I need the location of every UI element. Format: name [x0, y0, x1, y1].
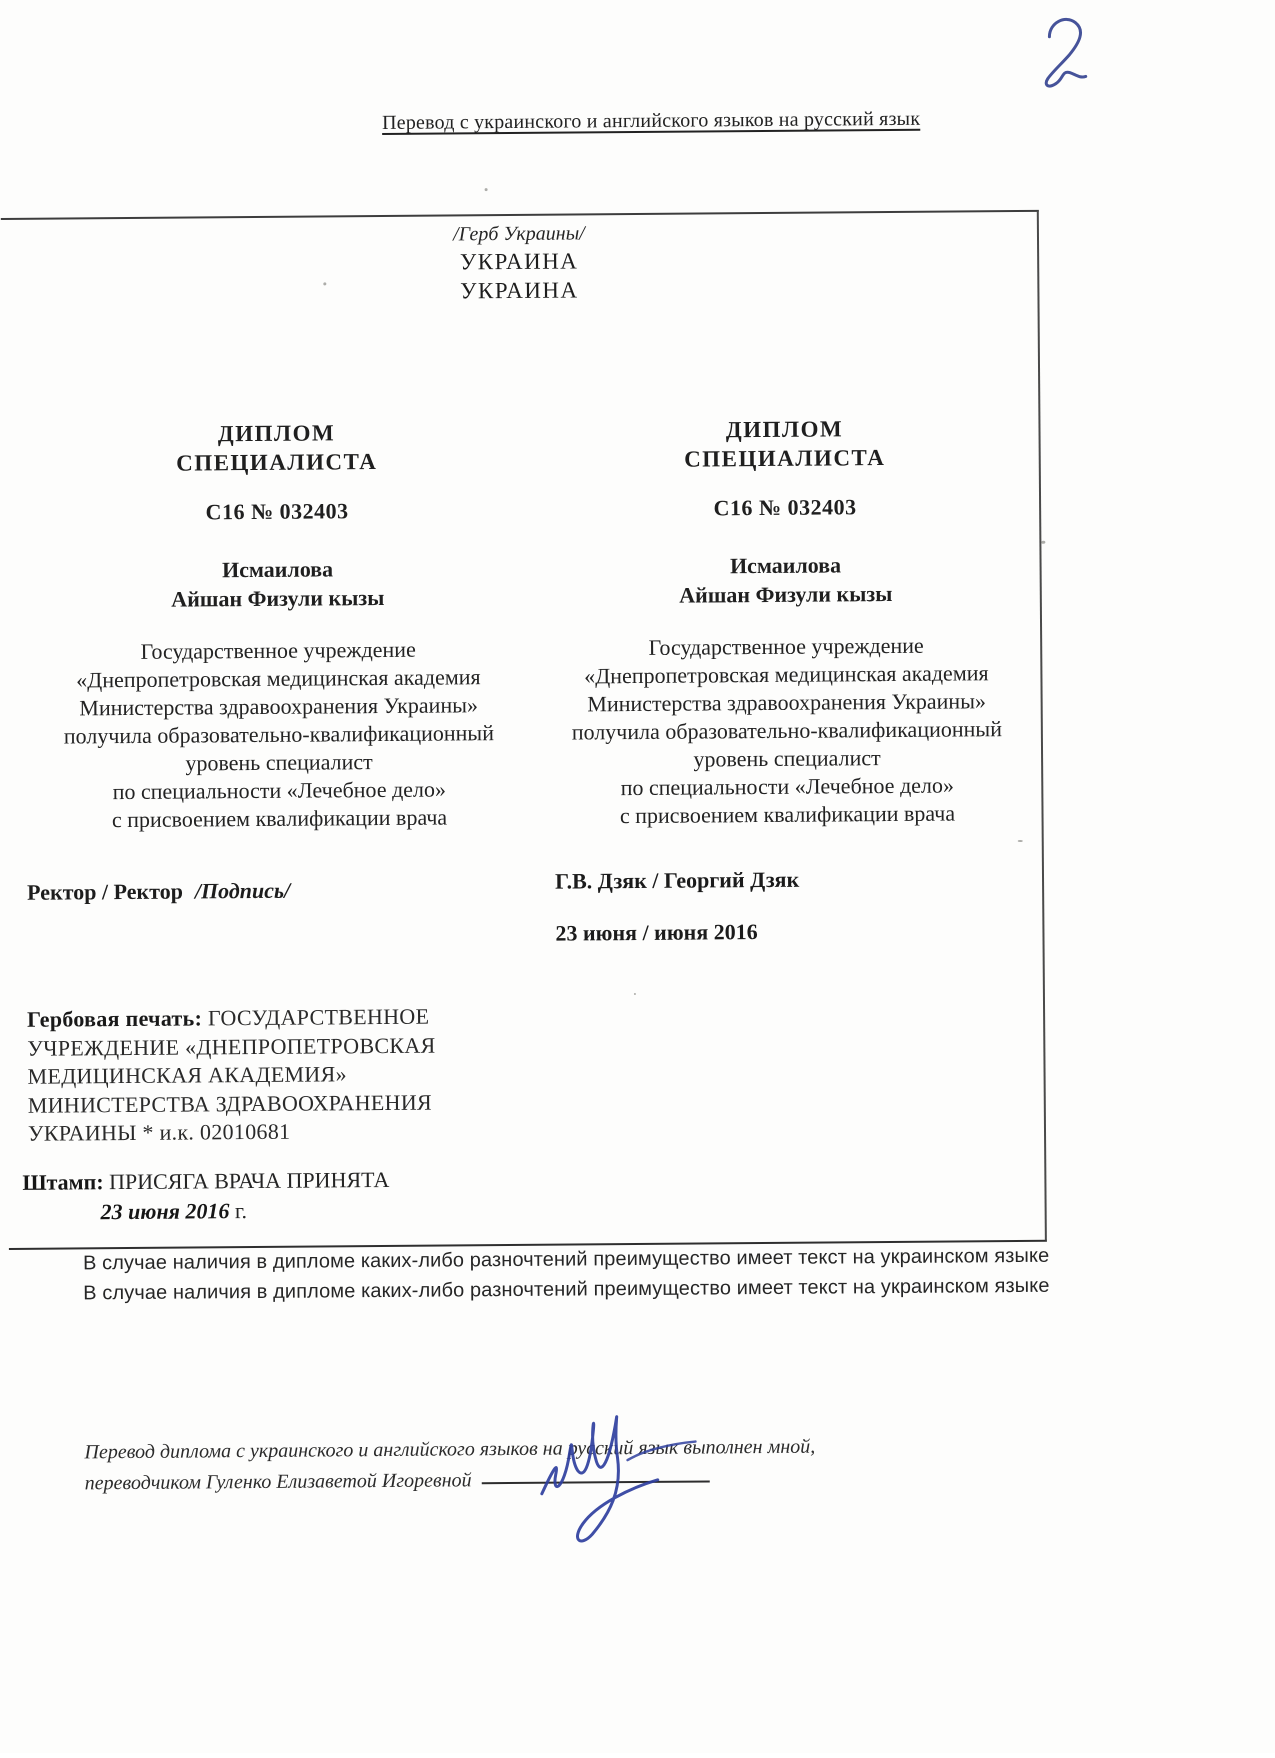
diploma-body-line: с присвоением квалификации врача: [111, 804, 448, 833]
diploma-body-line: «Днепропетровская медицинская академия: [76, 664, 481, 693]
translator-note-line-1: Перевод диплома с украинского и английского языков на русский язык выполнен мной,: [84, 1435, 816, 1464]
graduate-surname: Исмаилова: [729, 552, 842, 579]
seal-line: [27, 1002, 497, 1034]
rector-label: Ректор / Ректор: [27, 878, 183, 905]
diploma-body-line: по специальности «Лечебное дело»: [112, 776, 447, 805]
scan-speck: [634, 993, 636, 995]
signature-placeholder-note: /Подпись/: [194, 877, 291, 904]
diploma-number: С16 № 032403: [205, 498, 349, 525]
diploma-body-line: Государственное учреждение: [140, 636, 416, 664]
diploma-number: С16 № 032403: [713, 494, 857, 521]
diploma-body-line: Министерства здравоохранения Украины»: [587, 688, 987, 717]
seal-line: УКРАИНЫ * и.к. 02010681: [27, 1118, 291, 1146]
diploma-body-line: получила образовательно-квалификационный: [63, 720, 495, 749]
diploma-column-right: [533, 212, 1041, 1244]
scan-speck: [1018, 840, 1023, 842]
stamp-date-suffix: г.: [229, 1198, 248, 1224]
diploma-body-text: [28, 635, 530, 835]
diploma-body-line: уровень специалист: [693, 745, 881, 772]
graduate-given-names: Айшан Физули кызы: [171, 584, 385, 612]
diploma-body-text: [536, 631, 1038, 831]
diploma-title: ДИПЛОМ: [725, 416, 844, 443]
diploma-body-line: Министерства здравоохранения Украины»: [79, 692, 479, 721]
disclaimer-line-1: В случае наличия в дипломе каких-либо разночтений преимущество имеет текст на украинском языке: [82, 1244, 1050, 1275]
diploma-body-line: уровень специалист: [185, 749, 373, 776]
coat-of-arms-note: /Герб Украины/: [453, 222, 585, 246]
country-name-line1: УКРАИНА: [459, 248, 579, 275]
diploma-subtitle: СПЕЦИАЛИСТА: [684, 445, 886, 472]
signature-scribble-icon: [529, 1397, 710, 1548]
diploma-body-line: Государственное учреждение: [648, 632, 924, 660]
signer-name: Г.В. Дзяк / Георгий Дзяк: [554, 866, 800, 894]
seal-label: Гербовая печать:: [27, 1005, 203, 1032]
handwritten-page-number: [1033, 10, 1104, 89]
diploma-body-line: «Днепропетровская медицинская академия: [584, 660, 989, 689]
seal-line-rest: ГОСУДАРСТВЕННОЕ: [202, 1003, 430, 1031]
graduate-surname: Исмаилова: [221, 556, 334, 583]
country-name-line2: УКРАИНА: [460, 277, 579, 304]
diploma-title: ДИПЛОМ: [217, 420, 336, 447]
handwritten-2-icon: [1033, 10, 1104, 89]
translation-direction-header: Перевод с украинского и английского языков на русский язык: [381, 107, 921, 134]
disclaimer-line-2: В случае наличия в дипломе каких-либо разночтений преимущество имеет текст на украинском языке: [83, 1274, 1050, 1305]
scan-speck: [485, 188, 488, 191]
issue-date: 23 июня / июня 2016: [555, 919, 758, 946]
stamp-transcription: [22, 1165, 389, 1228]
diploma-body-line: с присвоением квалификации врача: [619, 800, 956, 829]
graduate-given-names: Айшан Физули кызы: [679, 580, 893, 608]
seal-transcription: [27, 1002, 498, 1148]
stamp-date-line: [101, 1195, 390, 1227]
stamp-text: ПРИСЯГА ВРАЧА ПРИНЯТА: [103, 1166, 390, 1195]
diploma-body-line: получила образовательно-квалификационный: [571, 716, 1003, 745]
diploma-subtitle: СПЕЦИАЛИСТА: [176, 449, 378, 476]
seal-line: УЧРЕЖДЕНИЕ «ДНЕПРОПЕТРОВСКАЯ: [27, 1032, 436, 1061]
diploma-body-line: по специальности «Лечебное дело»: [620, 772, 955, 801]
diploma-translation-box: [1, 210, 1047, 1250]
translator-name: переводчиком Гуленко Елизаветой Игоревной: [84, 1469, 472, 1495]
scan-speck: [1041, 541, 1045, 544]
seal-line: МИНИСТЕРСТВА ЗДРАВООХРАНЕНИЯ: [27, 1089, 433, 1118]
translator-signature: [529, 1397, 710, 1548]
rector-signature-line: [27, 878, 290, 906]
stamp-date: 23 июня 2016: [100, 1198, 230, 1225]
stamp-line: [22, 1165, 389, 1198]
scan-speck: [323, 282, 326, 285]
stamp-label: Штамп:: [22, 1169, 104, 1195]
seal-line: МЕДИЦИНСКАЯ АКАДЕМИЯ»: [27, 1061, 347, 1089]
